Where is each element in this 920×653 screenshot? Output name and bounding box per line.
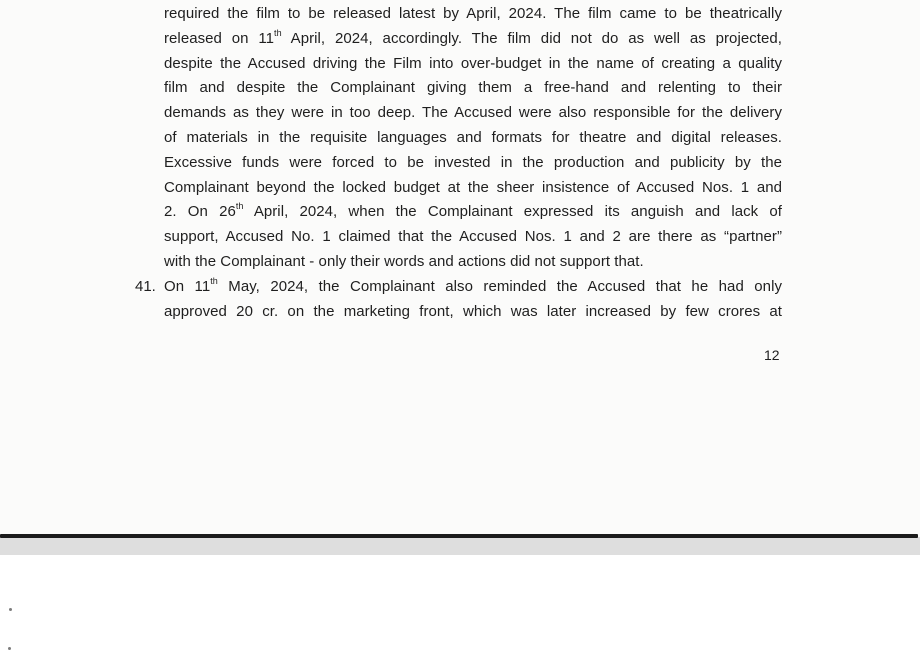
ordinal-suffix: th bbox=[274, 27, 282, 38]
text-line bbox=[164, 76, 782, 101]
ordinal-suffix: th bbox=[235, 201, 244, 212]
body-text bbox=[135, 2, 783, 324]
page-break-edge bbox=[0, 534, 918, 538]
line-text: approved 20 cr. on the marketing front, which was later increased by few crores at bbox=[164, 302, 782, 320]
text-line bbox=[164, 52, 782, 77]
text-line bbox=[164, 300, 782, 325]
paragraph-40-continuation bbox=[164, 2, 782, 275]
line-text: Excessive funds were forced to be invested in the production and publicity by the bbox=[164, 153, 782, 171]
line-text: support, Accused No. 1 claimed that the Accused Nos. 1 and 2 are there as “partner” bbox=[164, 228, 782, 246]
text-line bbox=[164, 250, 782, 275]
paragraph-41 bbox=[135, 275, 783, 325]
line-text: April, 2024, accordingly. The film did not do as well as projected, bbox=[281, 29, 782, 47]
text-line bbox=[164, 176, 782, 201]
scan-speck bbox=[9, 608, 12, 611]
line-text: April, 2024, when the Complainant expressed its anguish and lack of bbox=[243, 203, 782, 221]
text-line bbox=[164, 2, 782, 27]
line-text: 2. On 26 bbox=[164, 203, 236, 221]
line-text: required the film to be released latest by April, 2024. The film came to be theatrically bbox=[164, 5, 782, 22]
text-line bbox=[164, 225, 782, 250]
text-line bbox=[164, 151, 782, 176]
text-line bbox=[164, 275, 782, 300]
line-text: Complainant beyond the locked budget at the sheer insistence of Accused Nos. 1 and bbox=[164, 178, 782, 196]
text-line bbox=[164, 126, 782, 151]
scan-speck bbox=[8, 647, 11, 650]
ordinal-suffix: th bbox=[210, 275, 218, 286]
line-text: On 11 bbox=[164, 277, 211, 295]
line-text: film and despite the Complainant giving them a free-hand and relenting to their bbox=[164, 79, 782, 97]
line-text: demands as they were in too deep. The Accused were also responsible for the delivery bbox=[164, 104, 782, 122]
line-text: of materials in the requisite languages and formats for theatre and digital releases. bbox=[164, 128, 782, 146]
text-line bbox=[164, 27, 782, 52]
text-line bbox=[164, 200, 782, 225]
line-text: released on 11 bbox=[164, 29, 275, 47]
line-text: with the Complainant - only their words and actions did not support that. bbox=[164, 252, 644, 270]
page-number: 12 bbox=[764, 347, 780, 363]
text-line bbox=[164, 101, 782, 126]
next-page bbox=[0, 555, 920, 653]
paragraph-number: 41. bbox=[135, 277, 156, 295]
page-break-gap bbox=[0, 537, 920, 555]
line-text: May, 2024, the Complainant also reminded the Accused that he had only bbox=[217, 277, 783, 295]
line-text: despite the Accused driving the Film into over-budget in the name of creating a quality bbox=[164, 54, 782, 72]
